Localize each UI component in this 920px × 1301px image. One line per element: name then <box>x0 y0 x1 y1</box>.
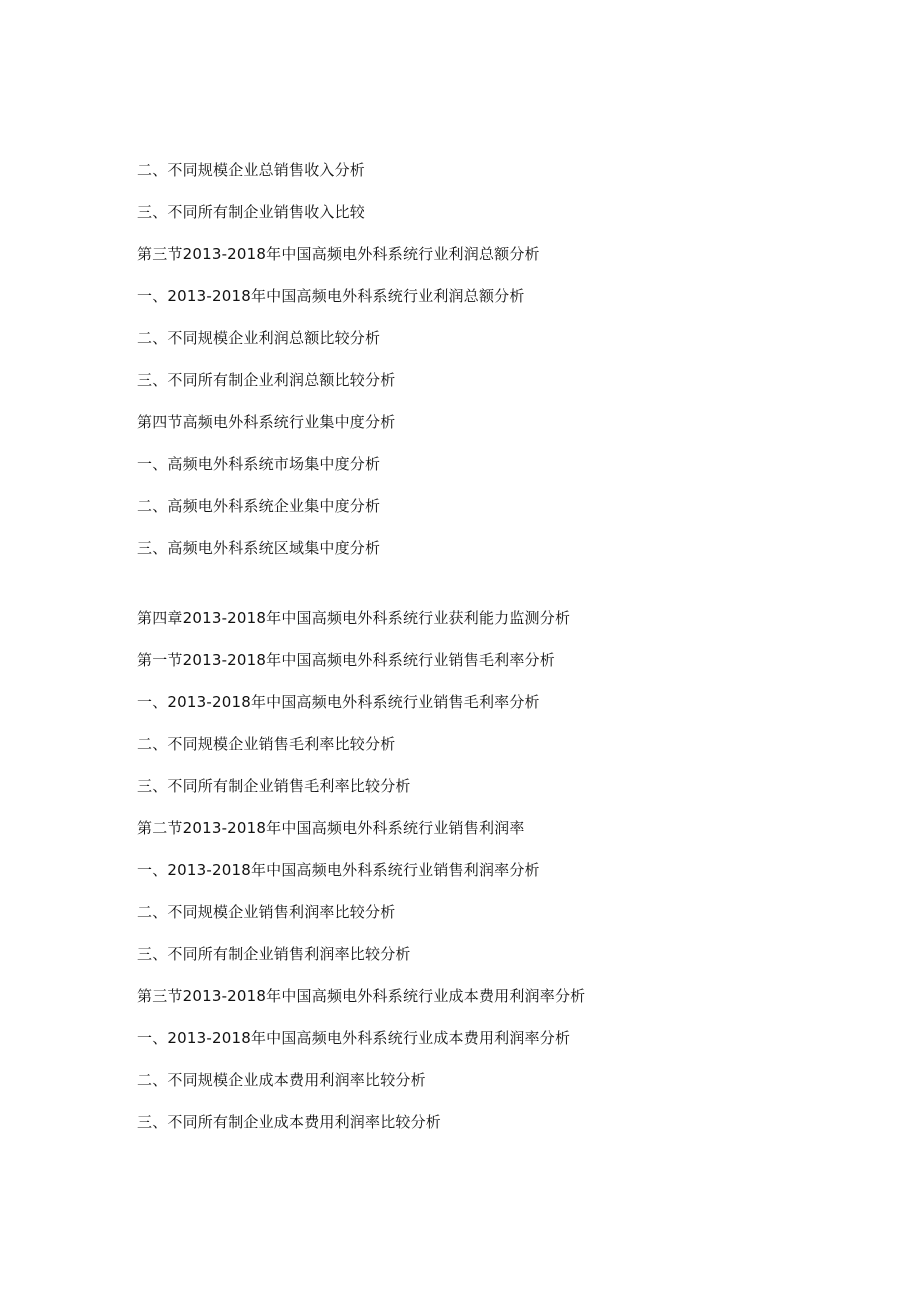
toc-line: 三、不同所有制企业销售收入比较 <box>137 203 366 221</box>
toc-line: 一、高频电外科系统市场集中度分析 <box>137 455 381 473</box>
table-of-contents <box>137 158 857 1152</box>
chapter-gap <box>137 578 857 606</box>
toc-section-heading: 第三节2013-2018年中国高频电外科系统行业成本费用利润率分析 <box>137 987 586 1005</box>
toc-line: 三、不同所有制企业成本费用利润率比较分析 <box>137 1113 442 1131</box>
toc-line: 二、不同规模企业销售利润率比较分析 <box>137 903 396 921</box>
toc-line: 三、不同所有制企业销售利润率比较分析 <box>137 945 411 963</box>
toc-line: 二、高频电外科系统企业集中度分析 <box>137 497 381 515</box>
toc-line: 一、2013-2018年中国高频电外科系统行业销售毛利率分析 <box>137 693 540 711</box>
toc-line: 一、2013-2018年中国高频电外科系统行业销售利润率分析 <box>137 861 540 879</box>
toc-line: 一、2013-2018年中国高频电外科系统行业利润总额分析 <box>137 287 525 305</box>
toc-line: 二、不同规模企业总销售收入分析 <box>137 161 366 179</box>
toc-line: 三、不同所有制企业销售毛利率比较分析 <box>137 777 411 795</box>
toc-line: 一、2013-2018年中国高频电外科系统行业成本费用利润率分析 <box>137 1029 571 1047</box>
toc-section-heading: 第一节2013-2018年中国高频电外科系统行业销售毛利率分析 <box>137 651 555 669</box>
toc-section-heading: 第四节高频电外科系统行业集中度分析 <box>137 413 396 431</box>
toc-line: 二、不同规模企业利润总额比较分析 <box>137 329 381 347</box>
toc-line: 三、高频电外科系统区域集中度分析 <box>137 539 381 557</box>
toc-section-heading: 第三节2013-2018年中国高频电外科系统行业利润总额分析 <box>137 245 540 263</box>
toc-line: 二、不同规模企业成本费用利润率比较分析 <box>137 1071 426 1089</box>
toc-line: 三、不同所有制企业利润总额比较分析 <box>137 371 396 389</box>
toc-line: 二、不同规模企业销售毛利率比较分析 <box>137 735 396 753</box>
toc-section-heading: 第二节2013-2018年中国高频电外科系统行业销售利润率 <box>137 819 525 837</box>
toc-chapter-heading: 第四章2013-2018年中国高频电外科系统行业获利能力监测分析 <box>137 609 571 627</box>
